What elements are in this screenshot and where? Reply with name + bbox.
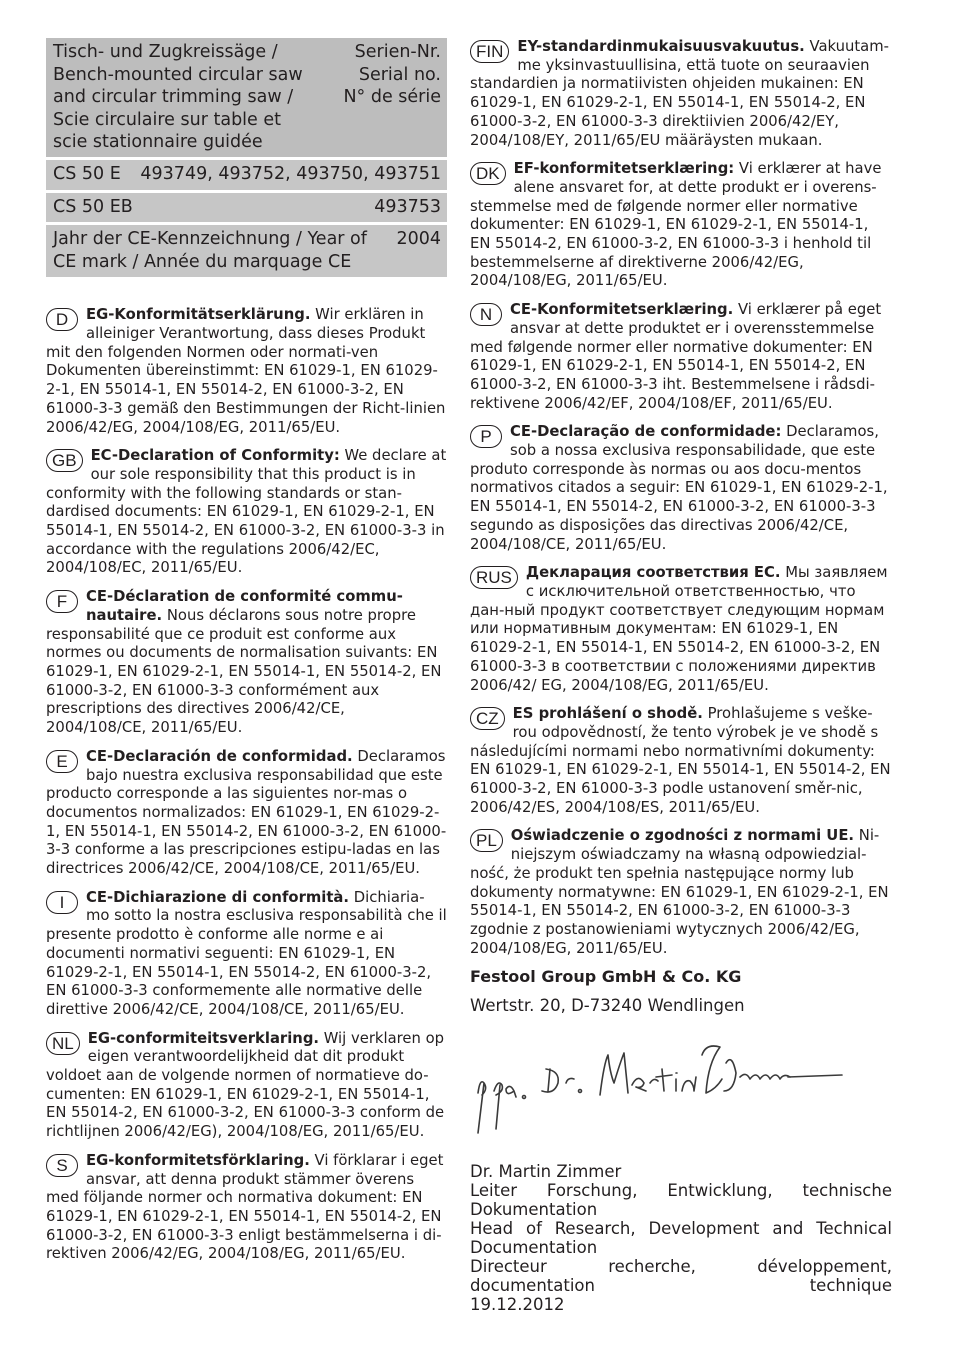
country-code-badge: RUS	[470, 566, 518, 589]
declaration-text: Nous déclarons sous notre propre responsabilité que ce produit est conforme aux normes ou documents de normalisation suivants: EN 61029-1, EN 61029-2-1, EN 55014-1, EN 55014-2, EN 61000-3-2, EN 61000-3-3 conformément aux prescriptions des directives 2006/42/CE, 2004/108/CE, 2011/65/EU.	[46, 606, 442, 737]
ce-year-label: Jahr der CE-Kennzeichnung / Year of CE mark / Année du marquage CE	[53, 229, 367, 272]
declaration-text: Declaramos bajo nuestra exclusiva responsabilidad que este producto corresponde a las siguientes nor-mas o documentos normalizados: EN 61029-1, EN 61029-2-1, EN 55014-1, EN 55014-2, EN 61000-3-2, EN 61000-3-3 conforme a las prescripciones estipu-ladas en las directrices 2006/42/CE, 2004/108/CE, 2011/65/EU.	[46, 747, 447, 878]
model-name: CS 50 E	[53, 163, 121, 184]
country-code-badge: D	[46, 308, 78, 331]
spacer	[470, 695, 892, 705]
country-code-badge: CZ	[470, 707, 505, 730]
serial-numbers: 493749, 493752, 493750, 493751	[140, 163, 441, 184]
declaration-title: CE-Konformitetserklæring.	[510, 301, 734, 319]
product-name: Tisch- und Zugkreissäge / Bench-mounted circular saw and circular trimming saw / Scie circulaire sur table et scie stationnaire guidée	[53, 42, 303, 153]
declaration-text: Dichiaria-mo sotto la nostra esclusiva responsabilità che il presente prodotto è conforme alle norme e ai documenti normativi seguenti: EN 61029-1, EN 61029-2-1, EN 55014-1, EN 55014-2, EN 61000-3-2, EN 61000-3-3 conformemente alle normative delle direttive 2006/42/CE, 2004/108/CE, 2011/65/EU.	[46, 888, 447, 1018]
country-code-badge: FIN	[470, 40, 509, 63]
declaration-dk	[470, 160, 892, 291]
declaration-text: Ni-niejszym oświadczamy na własną odpowiedzial-ność, że produkt ten spełnia następujące normy lub dokumenty normatywne: EN 61029-1, EN 61029-2-1, EN 55014-1, EN 55014-2, EN 61000-3-2, EN 61000-3-3 zgodnie z postanowieniami wytycznych 2006/42/EG, 2004/108/EG, 2011/65/EU.	[470, 827, 889, 957]
country-code-badge: NL	[46, 1032, 80, 1055]
signer-name: Dr. Martin Zimmer	[470, 1162, 622, 1182]
product-table	[46, 38, 447, 277]
declaration-title: Oświadczenie o zgodności z normami UE.	[510, 827, 855, 845]
signature	[470, 1033, 892, 1143]
spacer	[46, 738, 447, 748]
signature-date: 19.12.2012	[470, 1294, 565, 1314]
product-table-header	[46, 38, 447, 157]
declaration-pl	[470, 827, 892, 958]
country-code-badge: I	[46, 891, 78, 914]
declaration-n	[470, 301, 892, 413]
spacer	[470, 291, 892, 301]
spacer	[46, 578, 447, 588]
declaration-text: Declaramos, sob a nossa exclusiva responsabilidade, que este produto corresponde às normas ou aos docu-mentos normativos citados a seguir: EN 61029-1, EN 61029-2-1, EN 55014-1, EN 55014-2, EN 61000-3-2, EN 61000-3-3 segundo as disposições das directivas 2006/42/CE, 2004/108/CE, 2011/65/EU.	[470, 423, 888, 553]
declaration-d	[46, 306, 447, 437]
spacer	[46, 1142, 447, 1152]
table-row	[46, 160, 447, 190]
declaration-text: Vi erklærer at have alene ansvaret for, at dette produkt er i overens-stemmelse med de følgende normer eller normative dokumenter: EN 61029-1, EN 61029-2-1, EN 55014-1, EN 55014-2, EN 61000-3-2, EN 61000-3-3 i henhold til bestemmelserne af direktiverne 2006/42/EG, 2004/108/EG, 2011/65/EU.	[470, 160, 882, 290]
declaration-title: Декларация соответствия ЕС.	[525, 564, 781, 582]
signer-title-fr: Directeur recherche, développement, documentation technique	[470, 1256, 892, 1295]
declaration-i	[46, 889, 447, 1020]
declarations-left	[46, 306, 447, 1264]
declaration-title: EC-Declaration of Conformity:	[90, 447, 340, 465]
declaration-cz	[470, 705, 892, 817]
declaration-text: Wir erklären in alleiniger Verantwortung, dass dieses Produkt mit den folgenden Normen oder normati-ven Dokumenten übereinstimmt: EN 61029-1, EN 61029-2-1, EN 55014-1, EN 55014-2, EN 61000-3-2, EN 61000-3-3 gemäß den Bestimmungen der Richt-linien 2006/42/EG, 2004/108/EG, 2011/65/EU.	[46, 306, 446, 436]
country-code-badge: P	[470, 425, 502, 448]
spacer	[470, 817, 892, 827]
declaration-rus	[470, 564, 892, 695]
declaration-title: CE-Declaración de conformidad.	[86, 747, 353, 765]
serial-number-label: Serien-Nr. Serial no. N° de série	[343, 42, 441, 108]
right-column	[470, 38, 892, 1315]
model-name: CS 50 EB	[53, 196, 133, 217]
declaration-title: CE-Declaração de conformidade:	[510, 423, 782, 441]
declaration-text: Wij verklaren op eigen verantwoordelijkheid dat dit produkt voldoet aan de volgende normen of normatieve do-cumenten: EN 61029-1, EN 61029-2-1, EN 55014-1, EN 55014-2, EN 61000-3-2, EN 61000-3-3 conform de richtlijnen 2006/42/EG), 2004/108/EG, 2011/65/EU.	[46, 1029, 445, 1141]
handwritten-signature	[470, 1033, 850, 1143]
country-code-badge: F	[46, 590, 78, 613]
ce-year-value: 2004	[396, 229, 441, 250]
declaration-title: EY-standardinmukaisuusvakuutus.	[517, 38, 805, 55]
country-code-badge: DK	[470, 162, 506, 185]
declaration-text: We declare at our sole responsibility that this product is in conformity with the following standards or stan-dardised documents: EN 61029-1, EN 61029-2-1, EN 55014-1, EN 55014-2, EN 61000-3-2, EN 61000-3-3 in accordance with the regulations 2006/42/EC, 2004/108/EC, 2011/65/EU.	[46, 447, 447, 577]
signer-title-de: Leiter Forschung, Entwicklung, technische Dokumentation	[470, 1181, 892, 1220]
company-name: Festool Group GmbH & Co. KG	[470, 967, 742, 987]
declaration-title: CE-Dichiarazione di conformità.	[86, 888, 350, 906]
country-code-badge: E	[46, 750, 78, 773]
serial-numbers: 493753	[374, 196, 441, 217]
declaration-text: Мы заявляем с исключительной ответственностью, что дан-ный продукт соответствует следующим нормам или нормативным документам: EN 61029-1, EN 61029-2-1, EN 55014-1, EN 55014-2, EN 61000-3-2, EN 61000-3-3 в соответствии с положениями директив 2006/42/ EG, 2004/108/EG, 2011/65/EU.	[470, 564, 888, 694]
spacer	[470, 150, 892, 160]
declaration-title: EG-Konformitätserklärung.	[86, 306, 311, 324]
left-column	[46, 38, 447, 1264]
declaration-title: EG-conformiteitsverklaring.	[87, 1029, 320, 1047]
declaration-text: Vi erklærer på eget ansvar at dette produktet er i overensstemmelse med følgende normer eller normative dokumenter: EN 61029-1, EN 61029-2-1, EN 55014-1, EN 55014-2, EN 61000-3-2, EN 61000-3-3 iht. Bestemmelsene i rådsdi-rektivene 2006/42/EF, 2004/108/EF, 2011/65/EU.	[470, 301, 882, 412]
declaration-title: CE-Déclaration de conformité commu-nautaire.	[86, 588, 403, 624]
country-code-badge: PL	[470, 829, 503, 852]
company-address: Wertstr. 20, D-73240 Wendlingen	[470, 996, 745, 1016]
declaration-p	[470, 423, 892, 554]
country-code-badge: S	[46, 1154, 78, 1177]
declaration-fin	[470, 38, 892, 150]
declaration-gb	[46, 447, 447, 578]
spacer	[470, 413, 892, 423]
declaration-text: Vi förklarar i eget ansvar, att denna produkt stämmer överens med följande normer och normativa dokument: EN 61029-1, EN 61029-2-1, EN 55014-1, EN 55014-2, EN 61000-3-2, EN 61000-3-3 enligt bestämmelserna i di-rektiven 2006/42/EG, 2004/108/EG, 2011/65/EU.	[46, 1151, 444, 1263]
table-row	[46, 193, 447, 223]
table-row	[46, 225, 447, 277]
declaration-text: Vakuutam-me yksinvastuullisina, että tuote on seuraavien standardien ja normatiivisten ohjeiden mukainen: EN 61029-1, EN 61029-2-1, EN 55014-1, EN 55014-2, EN 61000-3-2, EN 61000-3-3 direktiivien 2006/42/EY, 2004/108/EY, 2011/65/EU määräysten mukaan.	[470, 38, 890, 149]
declaration-title: EG-konformitetsförklaring.	[86, 1151, 310, 1169]
spacer	[46, 437, 447, 447]
signer-block	[470, 1163, 892, 1314]
declaration-title: EF-konformitetserklæring:	[513, 160, 735, 178]
spacer	[470, 554, 892, 564]
declaration-title: ES prohlášení o shodě.	[512, 705, 703, 723]
declaration-e	[46, 748, 447, 879]
spacer	[46, 1020, 447, 1030]
country-code-badge: GB	[46, 449, 83, 472]
country-code-badge: N	[470, 303, 502, 326]
signer-title-en: Head of Research, Development and Technical Documentation	[470, 1219, 892, 1257]
spacer	[46, 879, 447, 889]
declaration-text: Prohlašujeme s veške-rou odpovědností, že tento výrobek je ve shodě s následujícími normami nebo normativními dokumenty: EN 61029-1, EN 61029-2-1, EN 55014-1, EN 55014-2, EN 61000-3-2, EN 61000-3-3 podle ustanovení směr-nic, 2006/42/ES, 2004/108/ES, 2011/65/EU.	[470, 705, 891, 816]
declaration-nl	[46, 1030, 447, 1142]
declaration-s	[46, 1152, 447, 1264]
declarations-right	[470, 38, 892, 958]
declaration-f	[46, 588, 447, 738]
